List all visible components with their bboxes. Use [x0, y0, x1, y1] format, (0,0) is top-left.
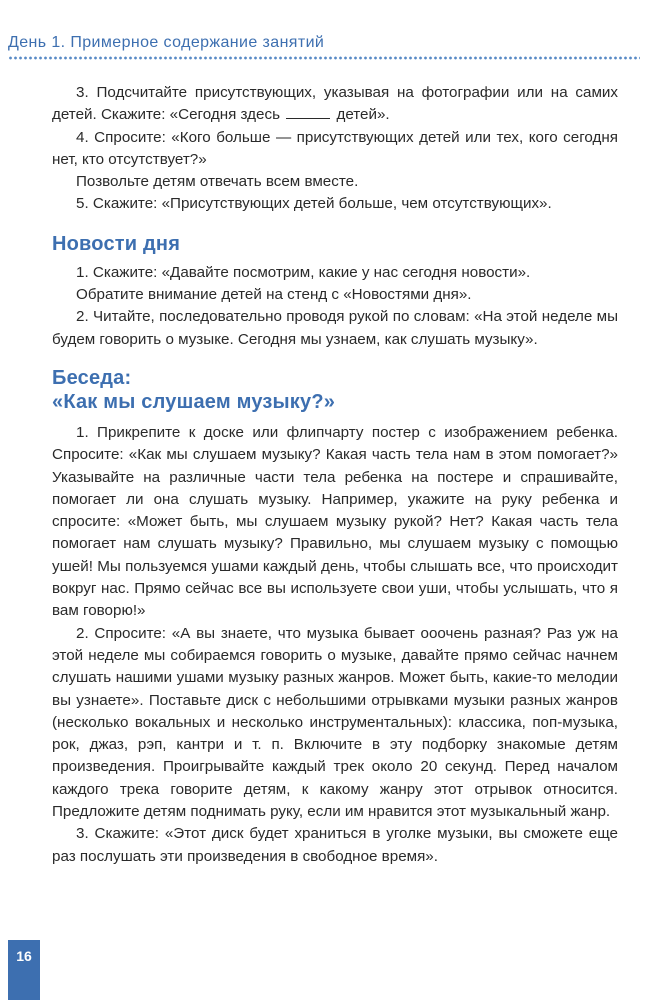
header-title: День 1. Примерное содержание занятий — [8, 34, 325, 51]
intro-paragraph-4: 4. Спросите: «Кого больше — присутствующих детей или тех, кого сегодня нет, кто отсутствует?» — [52, 128, 618, 168]
talk-paragraph-3: 3. Скажите: «Этот диск будет храниться в уголке музыки, вы сможете еще раз послушать эти произведения в свободное время». — [52, 825, 618, 865]
fill-in-blank — [286, 105, 330, 119]
page-number: 16 — [8, 940, 40, 1000]
talk-heading-line1: Беседа: — [52, 366, 132, 389]
header-dotted-divider — [8, 56, 640, 60]
news-paragraph-1b: Обратите внимание детей на стенд с «Новостями дня». — [76, 286, 472, 304]
news-paragraph-2: 2. Читайте, последовательно проводя рукой по словам: «На этой неделе мы будем говорить о музыке. Сегодня мы узнаем, как слушать музыку». — [52, 308, 618, 348]
intro-p3-text: 3. Подсчитайте присутствующих, указывая на фотографии или на самих детей. Скажите: «Сегодня здесь — [52, 84, 618, 124]
talk-heading-line2: «Как мы слушаем музыку?» — [52, 390, 336, 413]
intro-paragraph-5: 5. Скажите: «Присутствующих детей больше, чем отсутствующих». — [76, 195, 552, 213]
intro-paragraph-3 — [52, 82, 618, 127]
talk-paragraph-1: 1. Прикрепите к доске или флипчарту постер с изображением ребенка. Спросите: «Как мы слушаем музыку? Какая часть тела нам в этом помогает?» Указывайте на различные части тела ребенка на постере и спрашивайте, помогает ли она слушать музыку. Например, укажите на руку ребенка и спросите: «Может быть, мы слушаем музыку рукой? Нет? Какая часть тела помогает нам слушать музыку? Правильно, мы слушаем музыку с помощью ушей! Мы пользуемся ушами каждый день, чтобы слышать все, что происходит вокруг нас. Прямо сейчас все вы используете свои уши, чтобы услышать, что я вам говорю!» — [52, 423, 618, 620]
page-content — [52, 82, 618, 868]
talk-paragraph-2: 2. Спросите: «А вы знаете, что музыка бывает ооочень разная? Раз уж на этой неделе мы собираемся говорить о музыке, давайте прямо сейчас начнем слушать нашими ушами музыку разных жанров. Может быть, какие-то мелодии вы узнаете». Поставьте диск с небольшими отрывками музыки разных жанров (несколько вокальных и несколько инструментальных): классика, поп-музыка, рок, джаз, рэп, кантри и т. п. Включите в эту подборку знакомые детям произведения. Проигрывайте каждый трек около 20 секунд. Перед началом каждого трека говорите детям, к какому жанру этот отрывок относится. Предложите детям поднимать руку, если им нравится этот музыкальный жанр. — [52, 624, 618, 821]
page-header — [8, 34, 640, 60]
news-heading: Новости дня — [52, 232, 181, 255]
news-paragraph-1: 1. Скажите: «Давайте посмотрим, какие у нас сегодня новости». — [76, 263, 531, 281]
talk-heading — [52, 366, 618, 414]
intro-paragraph-4b: Позвольте детям отвечать всем вместе. — [76, 173, 359, 191]
intro-p3-end: детей». — [336, 106, 390, 124]
